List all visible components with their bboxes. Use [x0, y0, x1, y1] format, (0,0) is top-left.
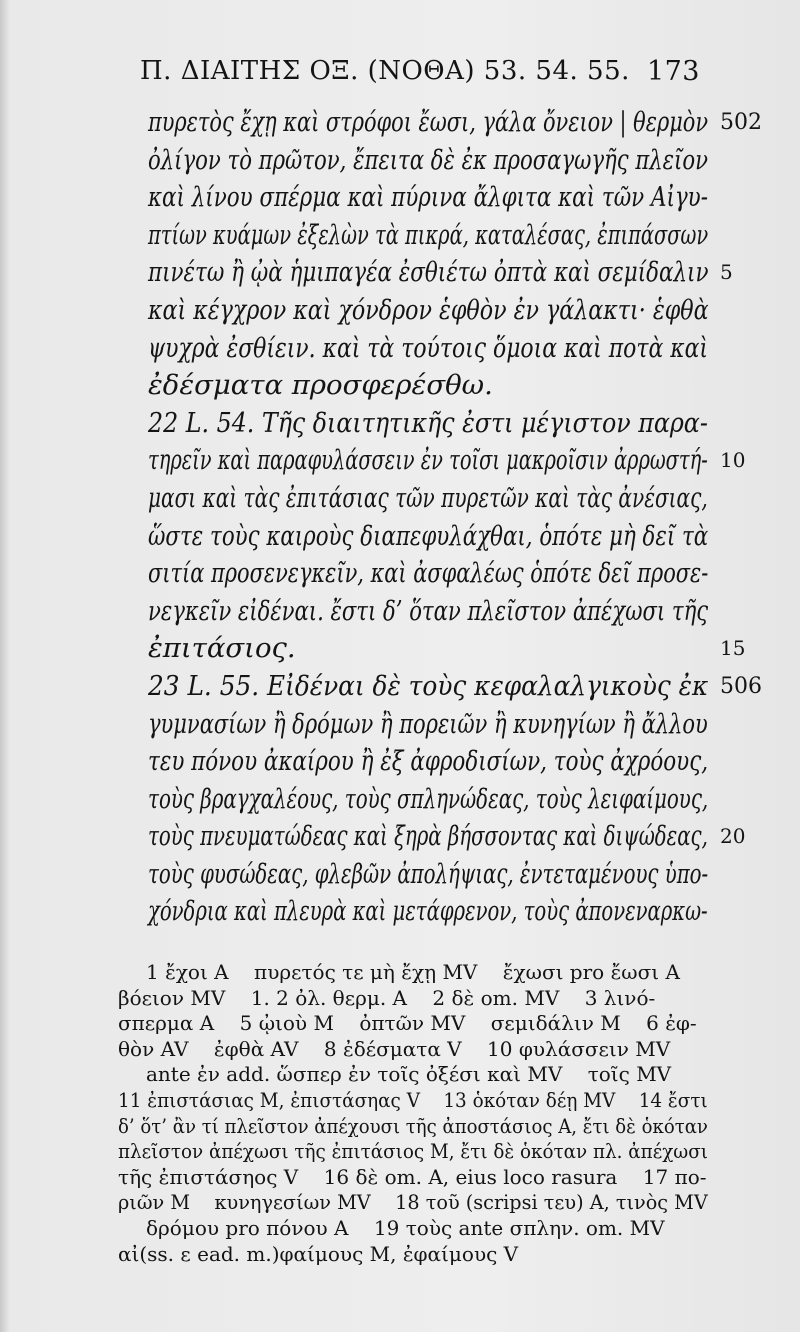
apparatus-line-content: βόειον MV 1. 2 ὀλ. θερμ. A 2 δὲ om. MV 3 λινό- [118, 985, 656, 1010]
apparatus-line-content: τῆς ἐπιστάσηος V 16 δὲ om. A, eius loco rasura 17 πο- [118, 1164, 707, 1189]
text-line-content: ἐδέσματα προσφερέσθω. [148, 369, 493, 402]
apparatus-line-content: δ’ ὅτ’ ἂν τί πλεῖστον ἀπέχουσι τῆς ἀποστάσιος A, ἔτι δὲ ὁκόταν [118, 1113, 708, 1138]
text-line-content: πτίων κυάμων ἐξελὼν τὰ πικρά, καταλέσας, ἐπιπάσσων [148, 218, 709, 251]
text-line [148, 217, 708, 255]
running-header [140, 56, 700, 96]
text-line-content: ὥστε τοὺς καιροὺς διαπεφυλάχθαι, ὁπότε μὴ δεῖ τὰ [148, 519, 709, 552]
apparatus-line [118, 1242, 708, 1268]
apparatus-line [118, 1037, 708, 1063]
text-line-content: ψυχρὰ ἐσθίειν. καὶ τὰ τούτοις ὅμοια καὶ ποτὰ καὶ [148, 331, 708, 364]
line-number: 5 [720, 260, 733, 285]
text-line [148, 104, 762, 142]
main-text [148, 104, 762, 931]
apparatus-line [118, 1088, 708, 1114]
line-number: 20 [720, 824, 746, 849]
marginal-page-reference: 506 [720, 673, 762, 699]
text-line [148, 367, 708, 405]
apparatus-line [118, 1165, 708, 1191]
apparatus-line-content: θὸν AV ἐφθὰ AV 8 ἐδέσματα V 10 φυλάσσειν MV [118, 1036, 671, 1061]
apparatus-line [118, 960, 708, 986]
critical-apparatus [118, 960, 708, 1267]
text-line [148, 781, 708, 819]
text-line [148, 593, 708, 631]
apparatus-line-content: πλεῖστον ἀπέχωσι τῆς ἐπιτάσιος M, ἔτι δὲ ὁκόταν πλ. ἀπέχωσι [118, 1139, 708, 1164]
apparatus-line-content: ante ἐν add. ὥσπερ ἐν τοῖς ὀξέσι καὶ MV τοῖς MV [146, 1062, 672, 1087]
text-line [148, 743, 708, 781]
apparatus-line-content: σπερμα A 5 ᾠιοὺ M ὀπτῶν MV σεμιδάλιν M 6 ἐφ- [118, 1011, 697, 1036]
apparatus-line [118, 1114, 708, 1140]
text-line-content: ἐπιτάσιος. [148, 632, 296, 665]
text-line-content: νεγκεῖν εἰδέναι. ἔστι δ’ ὅταν πλεῖστον ἀπέχωσι τῆς [148, 594, 709, 627]
text-line [148, 330, 708, 368]
text-line-content: ὀλίγον τὸ πρῶτον, ἔπειτα δὲ ἐκ προσαγωγῆς πλεῖον [148, 143, 708, 176]
text-line-content: σιτία προσενεγκεῖν, καὶ ἀσφαλέως ὁπότε δεῖ προσε- [148, 557, 709, 590]
text-line [148, 706, 708, 744]
apparatus-line-content: 1 ἔχοι A πυρετός τε μὴ ἔχῃ MV ἔχωσι pro ἔωσι A [146, 960, 680, 984]
line-number: 15 [720, 636, 746, 661]
text-line [148, 254, 733, 292]
apparatus-line [118, 1011, 708, 1037]
text-line [148, 179, 708, 217]
text-line-content: γυμνασίων ἢ δρόμων ἢ πορειῶν ἢ κυνηγίων ἢ ἄλλου [148, 707, 708, 740]
text-line-content: τηρεῖν καὶ παραφυλάσσειν ἐν τοῖσι μακροῖσιν ἀρρωστή- [148, 444, 708, 477]
page-number: 173 [646, 56, 700, 87]
text-line-content: τοὺς φυσώδεας, φλεβῶν ἀπολήψιας, ἐντεταμένους ὑπο- [148, 857, 709, 890]
text-line [148, 630, 746, 668]
apparatus-line [118, 1139, 708, 1165]
text-line [148, 480, 708, 518]
running-title: Π. ΔΙΑΙΤΗΣ ΟΞ. (ΝΟΘΑ) 53. 54. 55. [140, 56, 630, 86]
text-line [148, 856, 708, 894]
text-line [148, 518, 708, 556]
apparatus-line-content: αἰ(ss. ε ead. m.)φαίμους M, ἐφαίμους V [118, 1241, 519, 1266]
text-line [148, 818, 746, 856]
text-line-content: 23 L. 55. Εἰδέναι δὲ τοὺς κεφαλαλγικοὺς ἐκ [148, 669, 709, 702]
text-line-content: μασι καὶ τὰς ἐπιτάσιας τῶν πυρετῶν καὶ τὰς ἀνέσιας, [148, 481, 708, 514]
line-number: 10 [720, 448, 746, 473]
text-line [148, 442, 746, 480]
text-line [148, 142, 708, 180]
text-line [148, 555, 708, 593]
marginal-page-reference: 502 [720, 110, 762, 135]
text-line-content: καὶ λίνου σπέρμα καὶ πύρινα ἄλφιτα καὶ τῶν Αἰγυ- [148, 181, 708, 214]
text-line-content: πυρετὸς ἔχῃ καὶ στρόφοι ἔωσι, γάλα ὄνειον | θερμὸν [148, 106, 709, 138]
text-line-content: τοὺς βραγχαλέους, τοὺς σπληνώδεας, τοὺς λειφαίμους, [148, 782, 709, 815]
text-line-content: 22 L. 54. Τῆς διαιτητικῆς ἐστι μέγιστον παρα- [148, 406, 708, 439]
text-line-content: πινέτω ἢ ᾠὰ ἡμιπαγέα ἐσθιέτω ὀπτὰ καὶ σεμίδαλιν [148, 256, 709, 289]
apparatus-line [118, 986, 708, 1012]
apparatus-line [118, 1062, 708, 1088]
apparatus-line [118, 1216, 708, 1242]
text-line [148, 668, 762, 706]
text-line-content: τευ πόνου ἀκαίρου ἢ ἐξ ἀφροδισίων, τοὺς ἀχρόους, [148, 745, 709, 778]
text-line-content: τοὺς πνευματώδεας καὶ ξηρὰ βήσσοντας καὶ διψώδεας, [148, 820, 708, 853]
text-line [148, 292, 708, 330]
apparatus-line-content: δρόμου pro πόνου A 19 τοὺς ante σπλην. om. MV [146, 1215, 665, 1240]
apparatus-line-content: 11 ἐπιστάσιας M, ἐπιστάσηας V 13 ὁκόταν δέῃ MV 14 ἔστι [118, 1087, 708, 1112]
text-line [148, 405, 708, 443]
text-line [148, 893, 708, 931]
text-line-content: καὶ κέγχρον καὶ χόνδρον ἑφθὸν ἐν γάλακτι· ἑφθὰ [148, 293, 709, 326]
text-line-content: χόνδρια καὶ πλευρὰ καὶ μετάφρενον, τοὺς ἀπονεναρκω- [148, 895, 708, 928]
apparatus-line [118, 1190, 708, 1216]
apparatus-line-content: ριῶν M κυνηγεσίων MV 18 τοῦ (scripsi τευ) A, τινὸς MV [118, 1190, 708, 1215]
